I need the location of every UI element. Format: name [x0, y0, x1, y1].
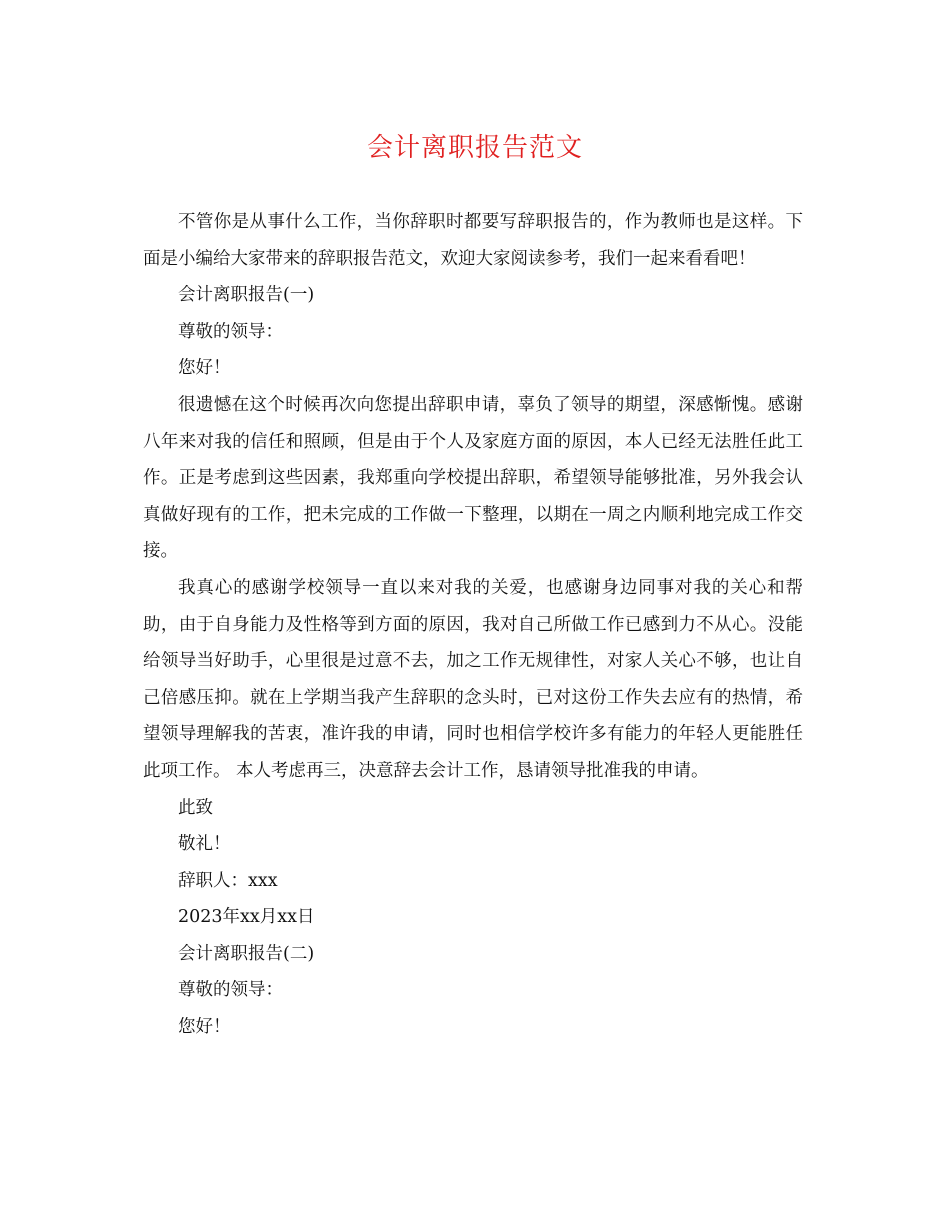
closing-salute: 敬礼！	[178, 834, 231, 855]
document-title: 会计离职报告范文	[366, 133, 583, 163]
closing-line: 此致	[178, 797, 213, 818]
date-line: 2023年xx月xx日	[178, 907, 315, 928]
section-heading-1: 会计离职报告(一)	[178, 285, 315, 306]
document-body	[143, 204, 803, 1046]
greeting: 您好！	[178, 358, 231, 379]
body-paragraph: 很遗憾在这个时候再次向您提出辞职申请，辜负了领导的期望，深感惭愧。感谢八年来对我的信任和照顾，但是由于个人及家庭方面的原因，本人已经无法胜任此工作。正是考虑到这些因素，我郑重向学校提出辞职，希望领导能够批准，另外我会认真做好现有的工作，把未完成的工作做一下整理，以期在一周之内顺利地完成工作交接。	[143, 394, 803, 562]
salutation: 尊敬的领导：	[178, 980, 283, 1001]
salutation: 尊敬的领导：	[178, 321, 283, 342]
signature-line: 辞职人：xxx	[178, 870, 278, 891]
section-heading-2: 会计离职报告(二)	[178, 943, 315, 964]
body-paragraph: 我真心的感谢学校领导一直以来对我的关爱，也感谢身边同事对我的关心和帮助，由于自身能力及性格等到方面的原因，我对自己所做工作已感到力不从心。没能给领导当好助手，心里很是过意不去，加之工作无规律性，对家人关心不够，也让自己倍感压抑。就在上学期当我产生辞职的念头时，已对这份工作失去应有的热情，希望领导理解我的苦衷，准许我的申请，同时也相信学校许多有能力的年轻人更能胜任此项工作。 本人考虑再三，决意辞去会计工作，恳请领导批准我的申请。	[143, 577, 803, 781]
greeting: 您好！	[178, 1017, 231, 1038]
intro-paragraph: 不管你是从事什么工作，当你辞职时都要写辞职报告的，作为教师也是这样。下面是小编给大家带来的辞职报告范文，欢迎大家阅读参考，我们一起来看看吧！	[143, 212, 803, 269]
